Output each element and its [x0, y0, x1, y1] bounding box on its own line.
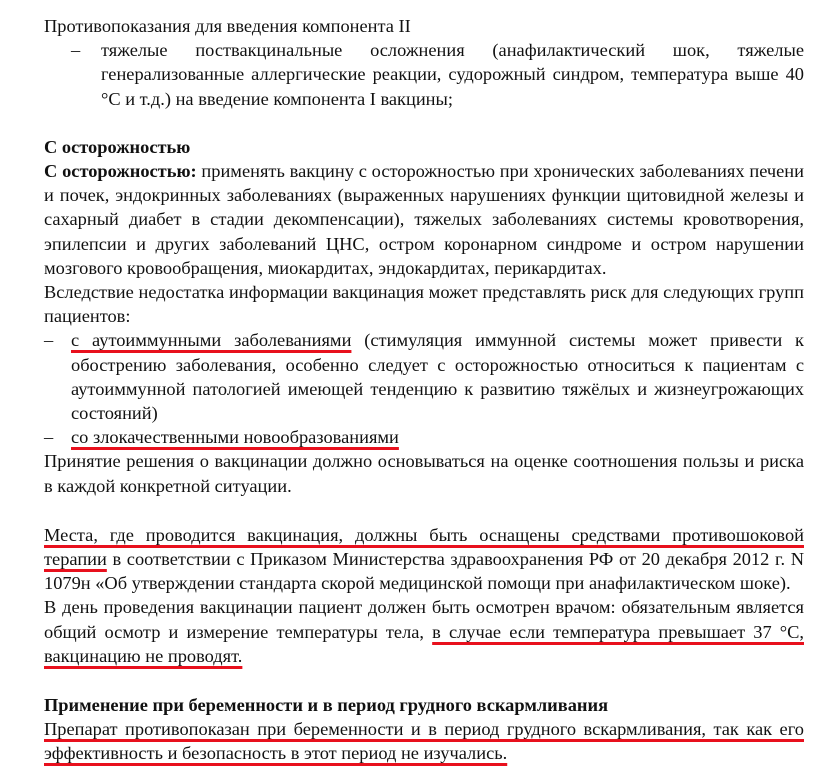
pregnancy-paragraph: [44, 717, 804, 765]
caution-paragraph: [44, 159, 804, 280]
pregnancy-heading: Применение при беременности и в период грудного вскармливания: [44, 695, 609, 716]
autoimmune-rest: (стимуляция иммунной системы может привести к обострению заболевания, особенно следует с осторожностью относиться к пациентам с аутоиммунной патологией имеющей тенденцию к развитию тяжёлых и жизнеугрожающих состояний): [71, 330, 804, 424]
places-rest: в соответствии с Приказом Министерства здравоохранения РФ от 20 декабря 2012 г. N 1079н «Об утверждении стандарта скорой медицинской помощи при анафилактическом шоке).: [44, 549, 804, 594]
exam-marked: в случае если температура превышает 37 °C, вакцинацию не проводят.: [44, 621, 804, 666]
contraindication-item: [44, 38, 804, 111]
caution-heading: С осторожностью: [44, 136, 191, 157]
autoimmune-marked: с аутоиммунными заболеваниями: [71, 330, 352, 351]
caution-lead-text: применять вакцину с осторожностью при хронических заболеваниях печени и почек, эндокринных заболеваниях (выраженных нарушениях функции щитовидной железы и сахарный диабет в стадии декомпенсации), тяжелых заболеваниях системы кровотворения, эпилепсии и других заболеваний ЦНС, остром коронарном синдроме и остром нарушении мозгового кровообращения, миокардитах, эндокардитах, перикардитах.: [44, 161, 804, 278]
contraindication-text: тяжелые поствакцинальные осложнения (анафилактический шок, тяжелые генерализованные аллергические реакции, судорожный синдром, температура выше 40 °C и т.д.) на введение компонента I вакцины;: [101, 40, 804, 109]
places-marked: Места, где проводится вакцинация, должны быть оснащены средствами противошоковой терапии: [44, 524, 804, 570]
decision-paragraph: Принятие решения о вакцинации должно основываться на оценке соотношения пользы и риска в каждой конкретной ситуации.: [44, 451, 804, 496]
document-page: [44, 14, 804, 766]
exam-paragraph: [44, 595, 804, 668]
list-dash: –: [71, 40, 81, 61]
list-dash: –: [44, 427, 54, 448]
list-dash: –: [44, 330, 54, 351]
contraindications-heading: Противопоказания для введения компонента II: [44, 16, 411, 36]
risk-groups-intro: Вследствие недостатка информации вакцинация может представлять риск для следующих групп пациентов:: [44, 282, 804, 327]
caution-lead-bold: С осторожностью:: [44, 161, 197, 182]
risk-group-autoimmune: [44, 328, 804, 425]
pregnancy-marked: Препарат противопоказан при беременности и в период грудного вскармливания, так как его эффективность и безопасность в этот период не изучались.: [44, 719, 804, 764]
places-paragraph: [44, 523, 804, 596]
exam-text: В день проведения вакцинации пациент должен быть осмотрен врачом: обязательным является общий осмотр и измерение температуры тела,: [44, 597, 804, 642]
oncology-marked: со злокачественными новообразованиями: [71, 427, 399, 448]
risk-group-oncology: [44, 425, 804, 449]
